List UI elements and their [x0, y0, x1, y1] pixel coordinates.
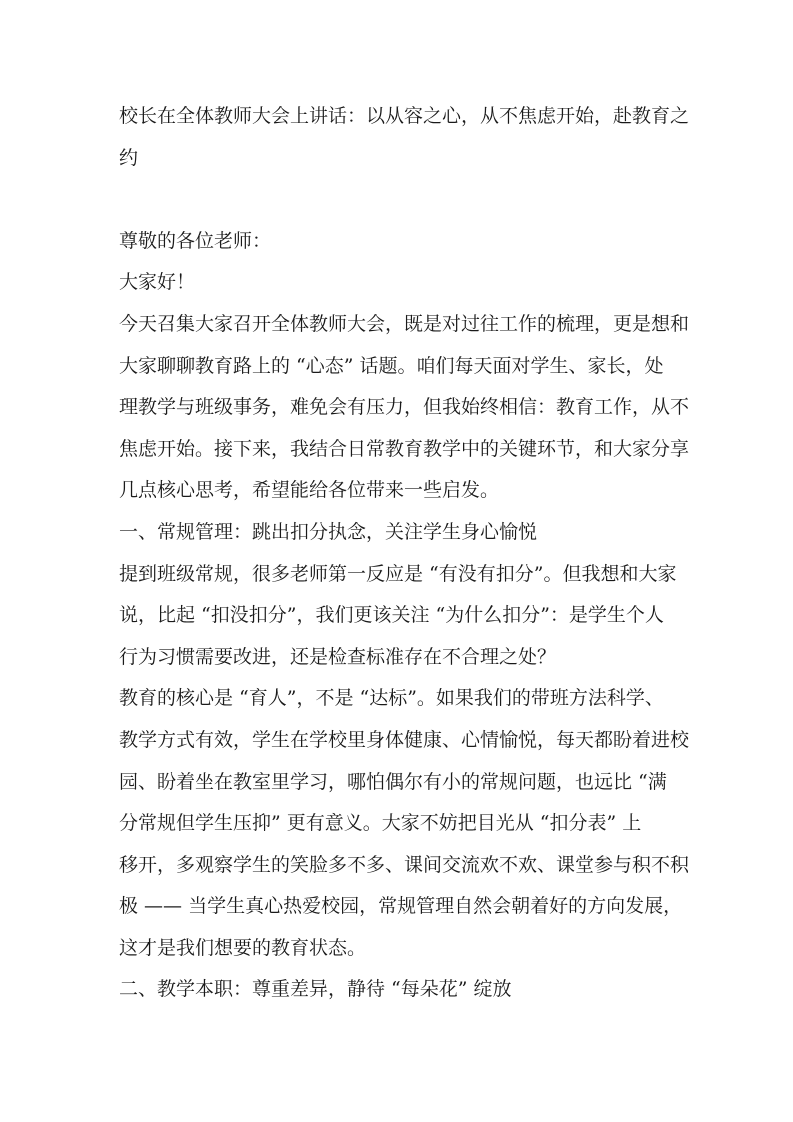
paragraph-line: 说，比起 “扣没扣分”，我们更该关注 “为什么扣分”：是学生个人	[119, 604, 664, 627]
paragraph-line: 理教学与班级事务，难免会有压力，但我始终相信：教育工作，从不	[119, 396, 690, 419]
section-heading	[119, 969, 759, 1011]
paragraph	[119, 304, 759, 512]
paragraph-line: 极 —— 当学生真心热爱校园，常规管理自然会朝着好的方向发展，	[119, 895, 683, 918]
greeting: 大家好！	[119, 271, 196, 294]
document-title-line: 校长在全体教师大会上讲话：以从容之心，从不焦虑开始，赴教育之	[119, 105, 690, 127]
document-title-line: 约	[119, 146, 139, 169]
section-heading-line: 一、常规管理：跳出扣分执念，关注学生身心愉悦	[119, 520, 538, 543]
paragraph-line: 这才是我们想要的教育状态。	[119, 936, 367, 959]
paragraph-line: 今天召集大家召开全体教师大会，既是对过往工作的梳理，更是想和	[119, 312, 690, 335]
paragraph-line: 分常规但学生压抑” 更有意义。大家不妨把目光从 “扣分表” 上	[119, 812, 642, 835]
paragraph-line: 教育的核心是 “育人”，不是 “达标”。如果我们的带班方法科学、	[119, 687, 664, 710]
paragraph-line: 教学方式有效，学生在学校里身体健康、心情愉悦，每天都盼着进校	[119, 728, 690, 751]
paragraph-line: 提到班级常规，很多老师第一反应是 “有没有扣分”。但我想和大家	[119, 562, 677, 585]
section-heading	[119, 512, 759, 554]
paragraph-line: 大家聊聊教育路上的 “心态” 话题。咱们每天面对学生、家长，处	[119, 354, 664, 377]
paragraphs	[119, 304, 759, 1011]
paragraph-line: 园、盼着坐在教室里学习，哪怕偶尔有小的常规问题，也远比 “满	[119, 770, 667, 793]
blank-line	[119, 179, 759, 221]
paragraph-line: 几点核心思考，希望能给各位带来一些启发。	[119, 479, 500, 502]
section-heading-line: 二、教学本职：尊重差异，静待 “每朵花” 绽放	[119, 978, 512, 1001]
paragraph	[119, 554, 759, 679]
salutation: 尊敬的各位老师：	[119, 229, 272, 252]
document-body	[119, 96, 759, 1011]
paragraph	[119, 678, 759, 969]
paragraph-line: 移开，多观察学生的笑脸多不多、课间交流欢不欢、课堂参与积不积	[119, 853, 690, 876]
paragraph-line: 行为习惯需要改进，还是检查标准存在不合理之处？	[119, 645, 557, 668]
paragraph-line: 焦虑开始。接下来，我结合日常教育教学中的关键环节，和大家分享	[119, 437, 690, 460]
